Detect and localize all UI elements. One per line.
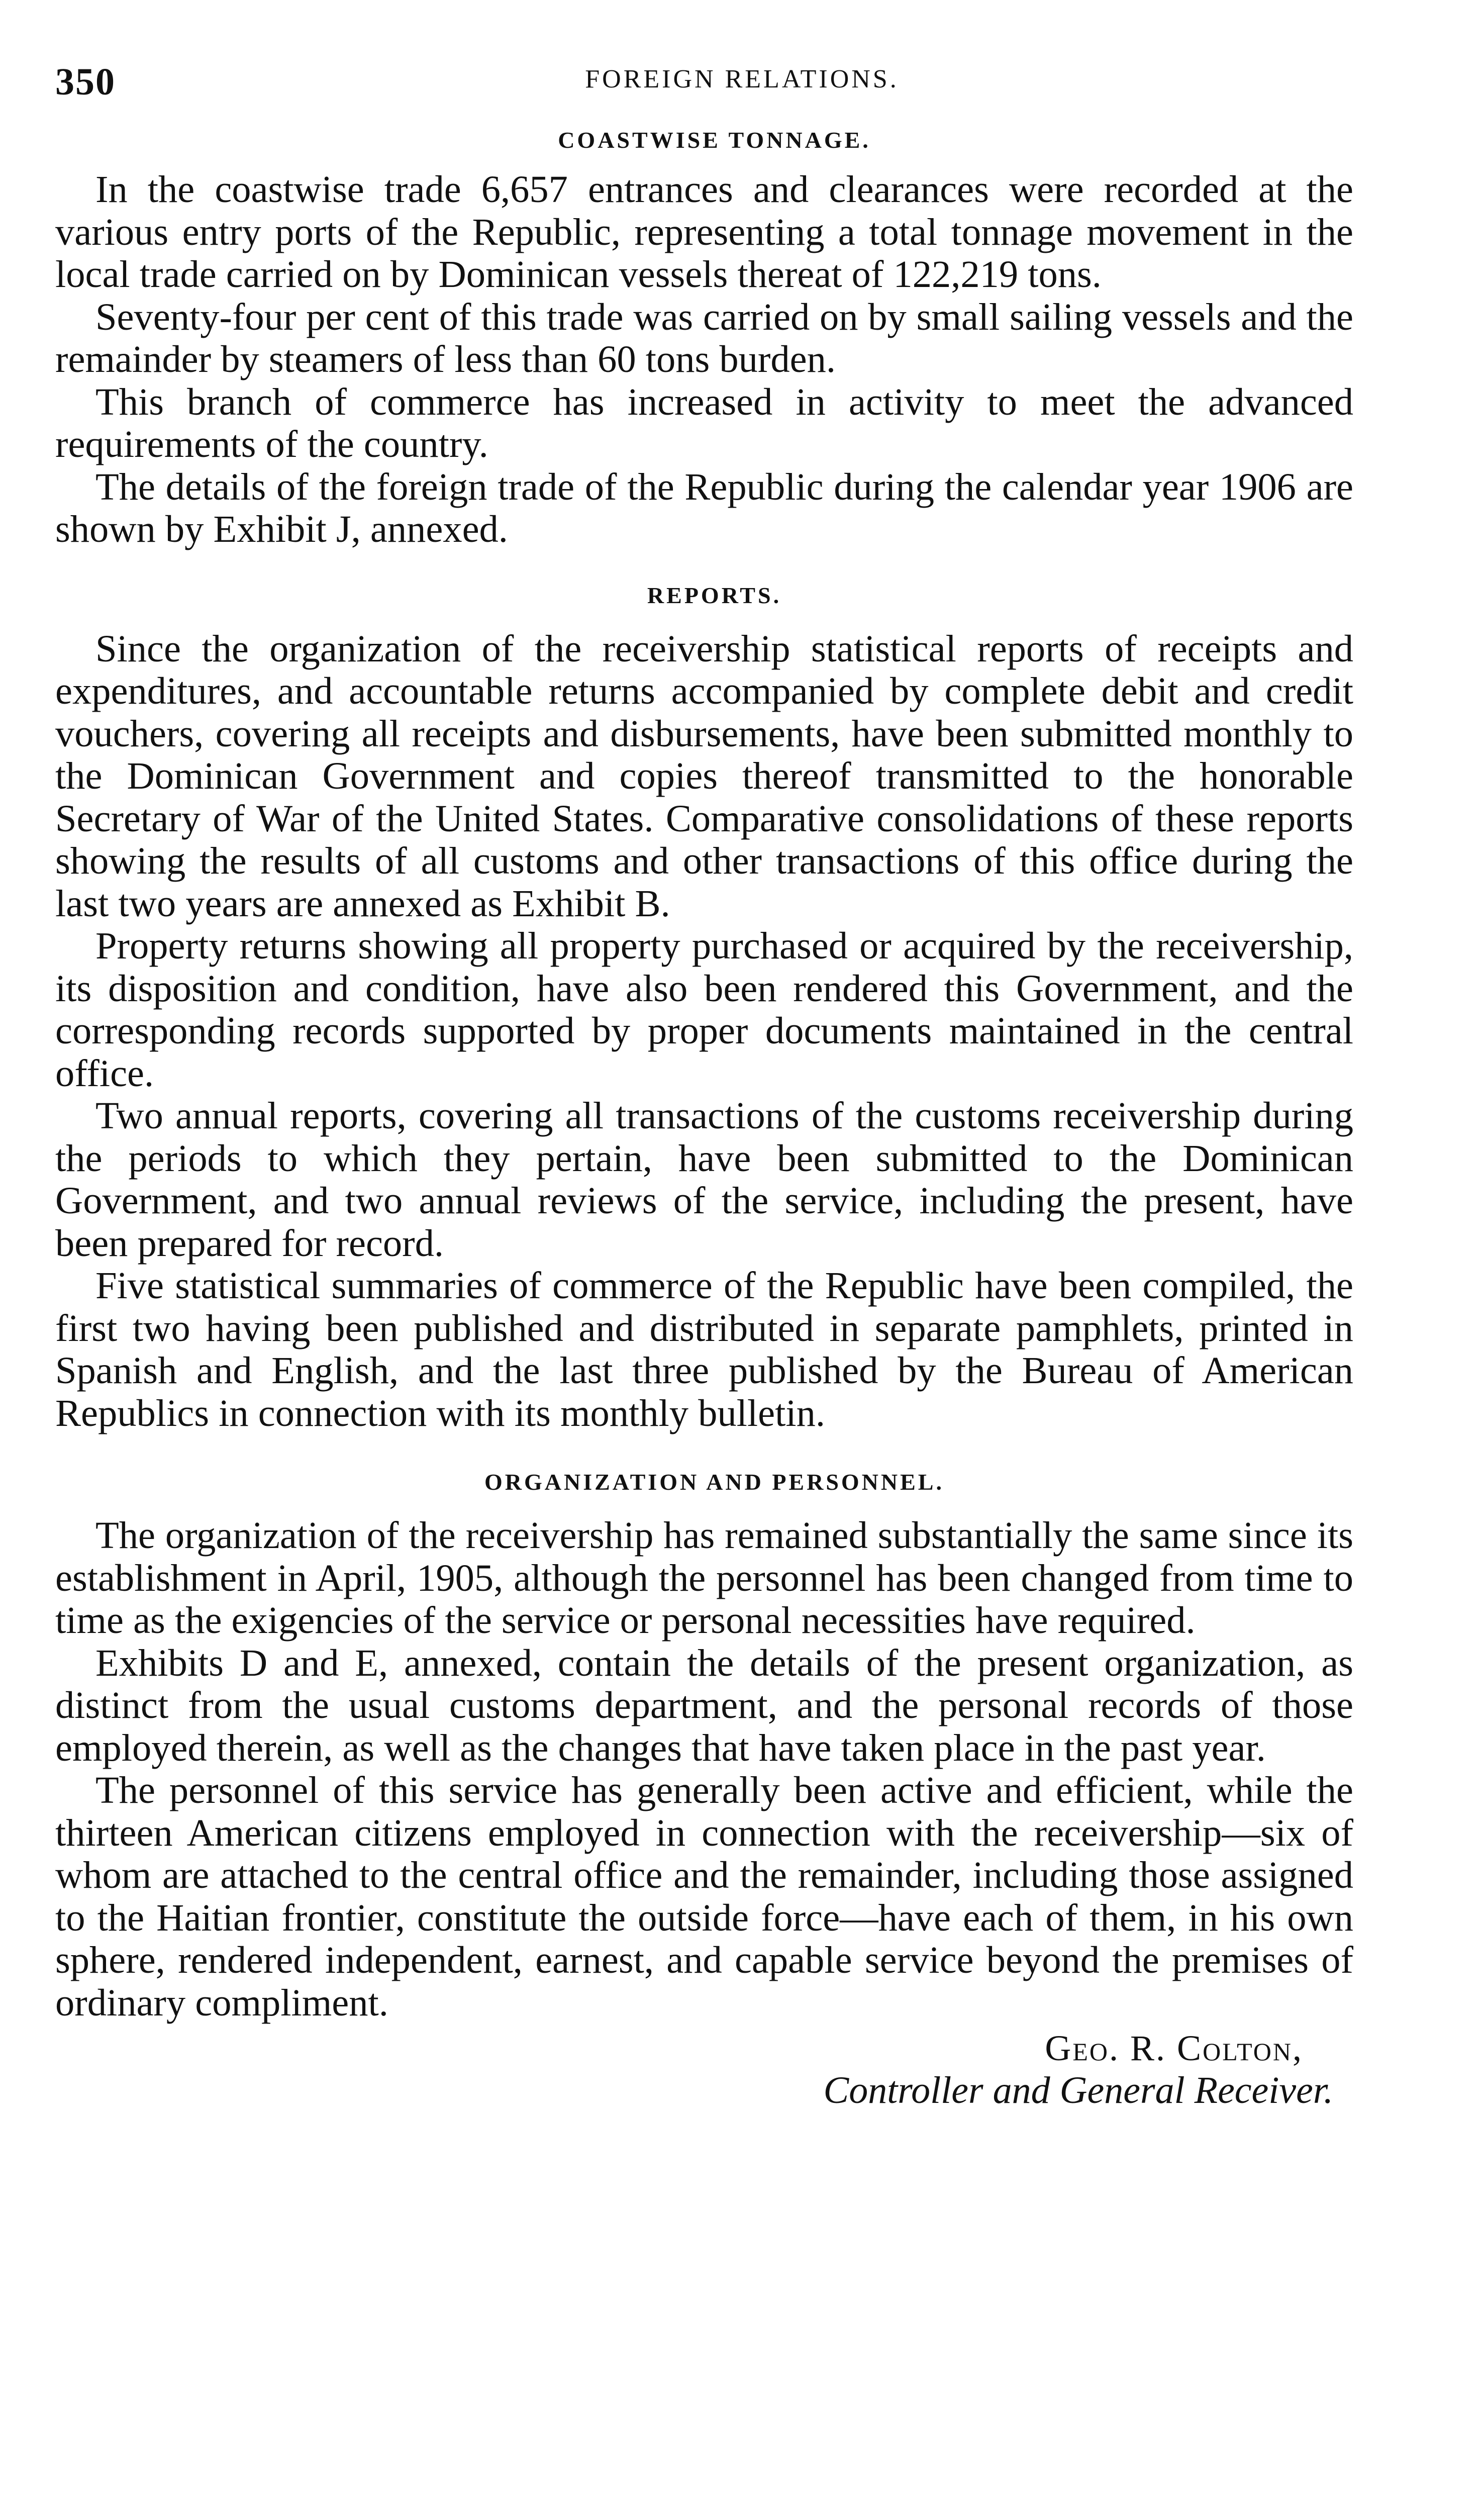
paragraph: The personnel of this service has generally been active and efficient, while the thirteen American citizens employed in connection with the receivership—six of whom are attached to the central office and the remainder, including those assigned to the Haitian frontier, constitute the outside force—have each of them, in his own sphere, rendered independent, earnest, and capable service beyond the premises of ordinary compliment. [55,1769,1353,2024]
paragraph: This branch of commerce has increased in activity to meet the advanced requirements of the country. [55,380,1353,465]
paragraph: In the coastwise trade 6,657 entrances and clearances were recorded at the various entry ports of the Republic, representing a total tonnage movement in the local trade carried on by Dominican vessels thereat of 122,219 tons. [55,168,1353,296]
section-coastwise-tonnage [55,127,1353,551]
paragraph: Five statistical summaries of commerce of the Republic have been compiled, the first two having been published and distributed in separate pamphlets, printed in Spanish and English, and the last three published by the Bureau of American Republics in connection with its monthly bulletin. [55,1264,1353,1434]
paragraph: Exhibits D and E, annexed, contain the details of the present organization, as distinct from the usual customs department, and the personal records of those employed therein, as well as the changes that have taken place in the past year. [55,1641,1353,1769]
running-title: FOREIGN RELATIONS. [585,65,899,93]
paragraph: Property returns showing all property purchased or acquired by the receivership, its disposition and condition, have also been rendered this Government, and the corresponding records supported by proper documents maintained in the central office. [55,924,1353,1095]
section-heading: COASTWISE TONNAGE. [558,127,871,153]
section-heading: REPORTS. [647,582,782,608]
section-heading: ORGANIZATION AND PERSONNEL. [484,1469,944,1495]
signatory-title: Controller and General Receiver. [823,2069,1333,2111]
section-reports [55,582,1353,1435]
paragraph: The organization of the receivership has remained substantially the same since its establishment in April, 1905, although the personnel has been changed from time to time as the exigencies of the service or personal necessities have required. [55,1514,1353,1642]
signature-block [55,2027,1353,2111]
signatory-name: Geo. R. Colton, [1045,2028,1303,2068]
paragraph: Seventy-four per cent of this trade was carried on by small sailing vessels and the remainder by steamers of less than 60 tons burden. [55,295,1353,380]
running-head [55,50,1353,106]
page-number: 350 [55,61,116,103]
paragraph: Since the organization of the receivership statistical reports of receipts and expenditures, and accountable returns accompanied by complete debit and credit vouchers, covering all receipts and disbursements, have been submitted monthly to the Dominican Government and copies thereof transmitted to the honorable Secretary of War of the United States. Comparative consolidations of these reports showing the results of all customs and other transactions of this office during the last two years are annexed as Exhibit B. [55,627,1353,925]
section-organization-personnel [55,1469,1353,2024]
paragraph: Two annual reports, covering all transactions of the customs receivership during the periods to which they pertain, have been submitted to the Dominican Government, and two annual reviews of the service, including the present, have been prepared for record. [55,1094,1353,1265]
paragraph: The details of the foreign trade of the Republic during the calendar year 1906 are shown by Exhibit J, annexed. [55,465,1353,550]
